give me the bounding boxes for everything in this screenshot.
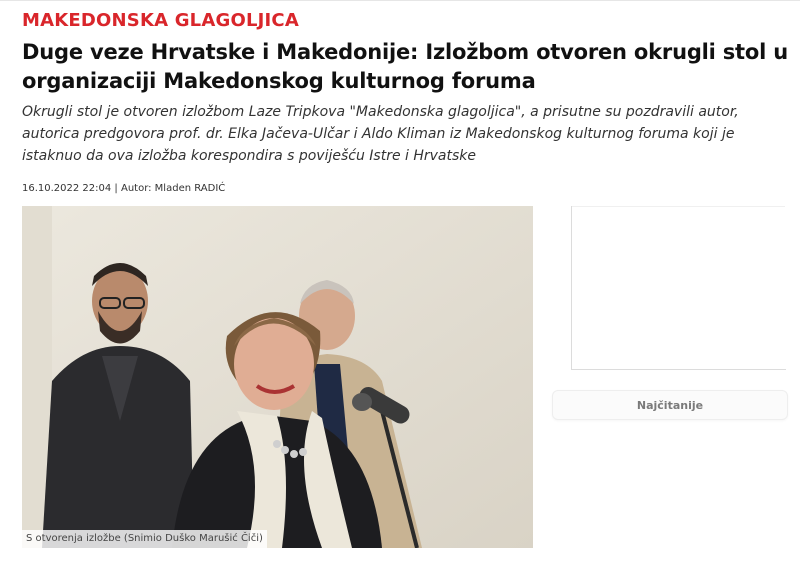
- ad-placeholder: [571, 206, 786, 370]
- article-lead: Okrugli stol je otvoren izložbom Laze Tripkova "Makedonska glagoljica", a prisutne su pozdravili autor, autorica predgovora prof. dr. Elka Jačeva-Ulčar i Aldo Kliman iz Makedonskog kulturnog foruma koji je istaknuo da ova izložba korespondira s poviješću Istre i Hrvatske: [22, 104, 739, 164]
- photo-illustration: [22, 206, 533, 548]
- photo-caption: S otvorenja izložbe (Snimio Duško Marušić Čiči): [22, 530, 267, 548]
- section-kicker[interactable]: MAKEDONSKA GLAGOLJICA: [22, 10, 299, 31]
- article-headline: Duge veze Hrvatske i Makedonije: Izložbom otvoren okrugli stol u organizaciji Makedonskog kulturnog foruma: [22, 40, 788, 93]
- top-divider: [0, 0, 800, 1]
- most-read-tab[interactable]: Najčitanije: [552, 390, 788, 420]
- article-meta: 16.10.2022 22:04 | Autor: Mladen RADIĆ: [22, 183, 226, 194]
- article-photo[interactable]: [22, 206, 533, 548]
